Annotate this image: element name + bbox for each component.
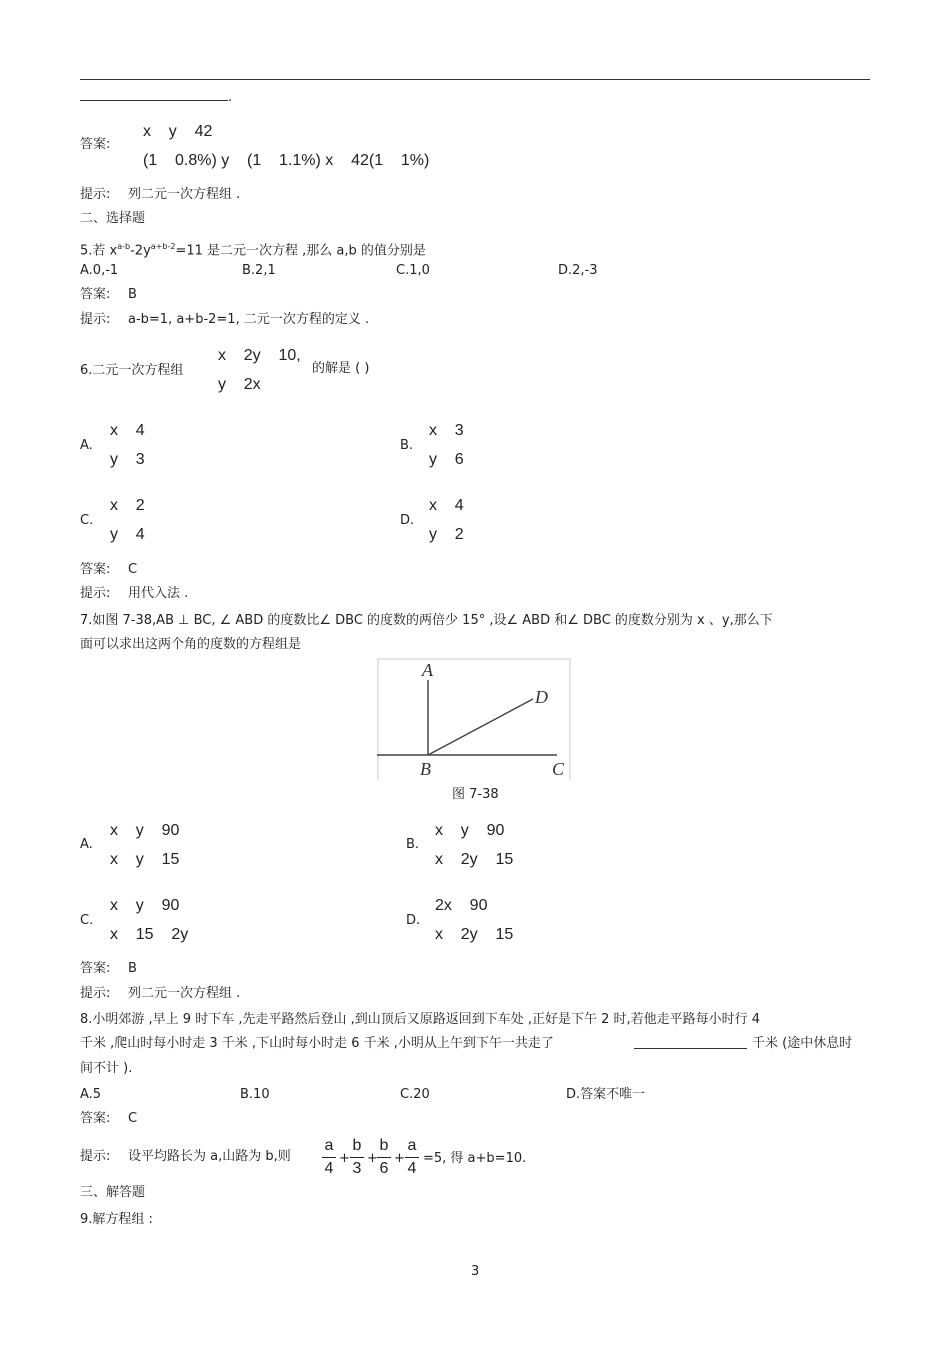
answer-label: 答案:: [80, 562, 111, 577]
option-eq: x y 90: [435, 822, 505, 839]
option: A.0,-1: [80, 263, 119, 278]
figure-caption: 图 7-38: [452, 787, 499, 802]
answer-value: B: [128, 287, 137, 302]
plus-sign: +: [394, 1151, 405, 1166]
fraction: a 4: [322, 1137, 336, 1178]
option-eq: y 2: [429, 526, 464, 543]
option-eq: x y 15: [110, 851, 180, 868]
hint-text: 用代入法 .: [128, 586, 189, 601]
answer-label: 答案:: [80, 137, 111, 152]
option: D.2,-3: [558, 263, 598, 278]
plus-sign: +: [339, 1151, 350, 1166]
point-label-b: B: [420, 759, 431, 779]
option-label: D.: [406, 913, 421, 928]
option-eq: x 15 2y: [110, 926, 189, 943]
top-rule: [80, 79, 870, 80]
question-8: 8.小明郊游 ,早上 9 时下车 ,先走平路然后登山 ,到山顶后又原路返回到下车处 ,正好是下午 2 时,若他走平路每小时行 4: [80, 1012, 761, 1027]
option-label: B.: [406, 837, 420, 852]
option-eq: y 4: [110, 526, 145, 543]
hint-text: =5, 得 a+b=10.: [423, 1151, 527, 1166]
hint-label: 提示:: [80, 986, 111, 1001]
page-number: 3: [471, 1264, 480, 1279]
top-blank-line: .: [80, 90, 232, 106]
option-label: D.: [400, 513, 415, 528]
answer-value: B: [128, 961, 137, 976]
section-heading: 二、选择题: [80, 211, 146, 226]
option-eq: x 4: [110, 422, 145, 439]
answer-value: C: [128, 1111, 138, 1126]
question-8-cont: 间不计 ).: [80, 1061, 133, 1076]
option-label: A.: [80, 837, 93, 852]
question-5: 5.若 $x^{a-b}-2y^{a+b-2}=11$ 是二元一次方程 ,那么 a,b 的值分别是: [80, 242, 426, 259]
option-label: C.: [80, 913, 94, 928]
section-heading: 三、解答题: [80, 1185, 146, 1200]
equation-line: x 2y 10,: [218, 347, 301, 364]
plus-sign: +: [367, 1151, 378, 1166]
point-label-d: D: [535, 687, 548, 707]
point-label-c: C: [552, 759, 565, 779]
option-eq: y 6: [429, 451, 464, 468]
option-eq: x 2: [110, 497, 145, 514]
option-label: C.: [80, 513, 94, 528]
answer-blank: [634, 1048, 747, 1049]
option-eq: x 4: [429, 497, 464, 514]
answer-label: 答案:: [80, 961, 111, 976]
question-6: 6.二元一次方程组: [80, 363, 184, 378]
option-label: A.: [80, 438, 93, 453]
option-eq: x y 90: [110, 822, 180, 839]
option: A.5: [80, 1087, 102, 1102]
fraction: a 4: [405, 1137, 419, 1178]
option-eq: x 2y 15: [435, 926, 514, 943]
option-eq: y 3: [110, 451, 145, 468]
question-7-cont: 面可以求出这两个角的度数的方程组是: [80, 637, 302, 652]
question-tail: 的解是 ( ): [312, 361, 370, 376]
option-eq: x 2y 15: [435, 851, 514, 868]
option-eq: x y 90: [110, 897, 180, 914]
option: C.20: [400, 1087, 430, 1102]
fraction: b 3: [350, 1137, 364, 1178]
option-eq: 2x 90: [435, 897, 488, 914]
question-7: 7.如图 7-38,AB ⊥ BC, ∠ ABD 的度数比∠ DBC 的度数的两倍少 15° ,设∠ ABD 和∠ DBC 的度数分别为 x 、y,那么下: [80, 613, 773, 628]
point-label-a: A: [422, 660, 433, 680]
hint-label: 提示:: [80, 312, 111, 327]
option: C.1,0: [396, 263, 430, 278]
hint-text: a-b=1, a+b-2=1, 二元一次方程的定义 .: [128, 312, 370, 327]
figure-7-38: [377, 658, 571, 780]
equation-line: (1 0.8%) y (1 1.1%) x 42(1 1%): [143, 152, 430, 169]
hint-text: 列二元一次方程组 .: [128, 187, 241, 202]
answer-value: C: [128, 562, 138, 577]
answer-label: 答案:: [80, 287, 111, 302]
option-eq: x 3: [429, 422, 464, 439]
hint-label: 提示:: [80, 586, 111, 601]
hint-label: 提示:: [80, 1149, 111, 1164]
option: B.2,1: [242, 263, 276, 278]
question-9: 9.解方程组 :: [80, 1212, 153, 1227]
hint-text: 列二元一次方程组 .: [128, 986, 241, 1001]
fraction: b 6: [377, 1137, 391, 1178]
option: D.答案不唯一: [566, 1087, 646, 1102]
hint-label: 提示:: [80, 187, 111, 202]
question-8-cont: 千米 (途中休息时: [752, 1036, 853, 1051]
option-label: B.: [400, 438, 414, 453]
question-8-cont: 千米 ,爬山时每小时走 3 千米 ,下山时每小时走 6 千米 ,小明从上午到下午一共走了: [80, 1036, 554, 1051]
hint-text: 设平均路长为 a,山路为 b,则: [128, 1149, 291, 1164]
equation-line: x y 42: [143, 123, 213, 140]
option: B.10: [240, 1087, 270, 1102]
answer-label: 答案:: [80, 1111, 111, 1126]
equation-line: y 2x: [218, 376, 261, 393]
